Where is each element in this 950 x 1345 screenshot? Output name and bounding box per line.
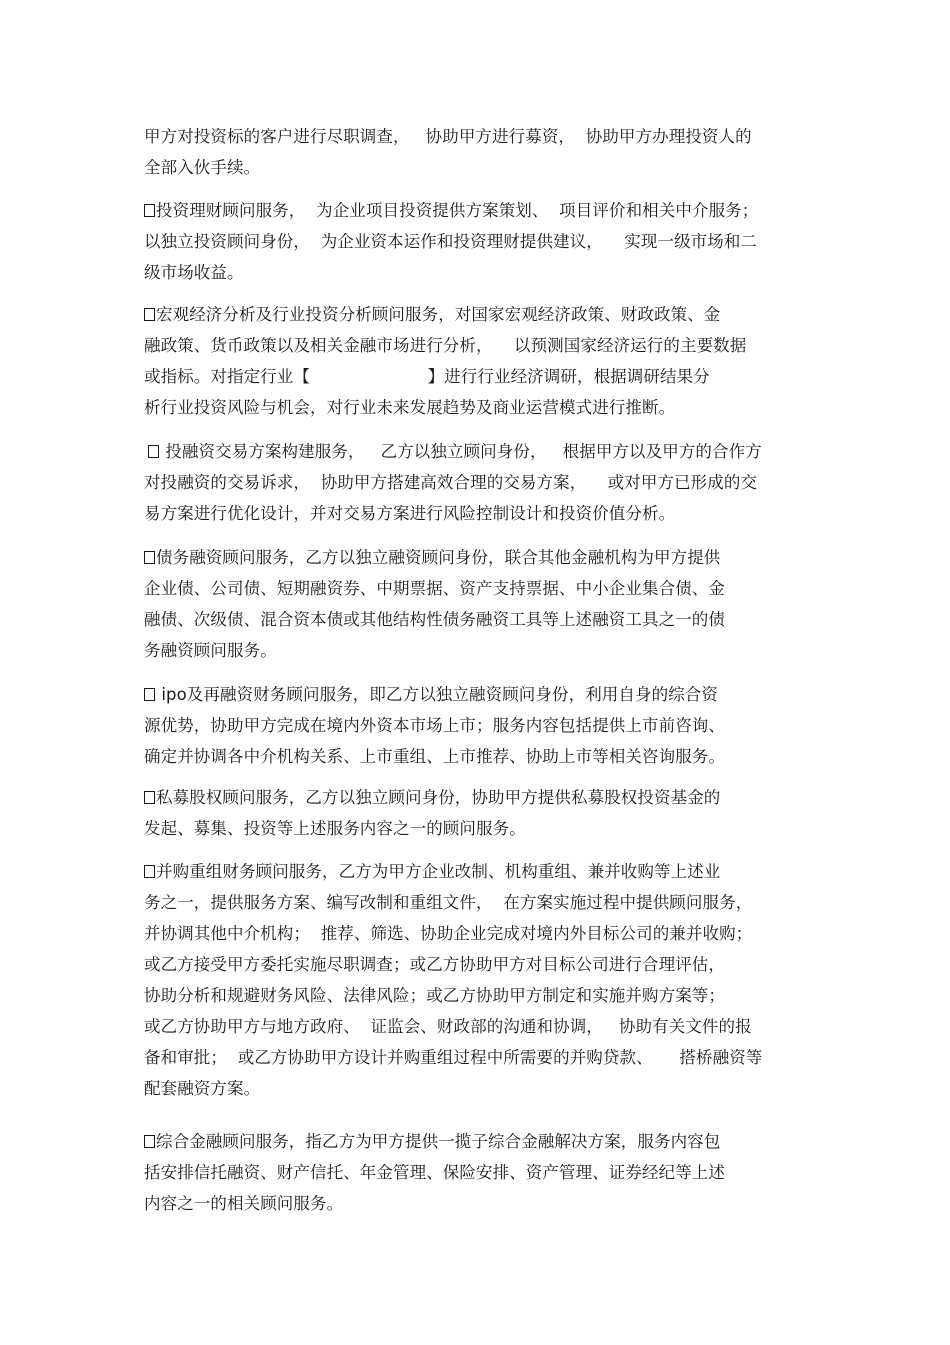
text-line: 务之一，提供服务方案、编写改制和重组文件， 在方案实施过程中提供顾问服务， — [144, 893, 753, 912]
paragraph-comprehensive-finance — [144, 1126, 804, 1219]
checkbox-icon — [144, 688, 155, 701]
checkbox-icon — [144, 551, 155, 564]
text-line: 融债、次级债、混合资本债或其他结构性债务融资工具等上述融资工具之一的债 — [144, 610, 725, 629]
text-line: 括安排信托融资、财产信托、年金管理、保险安排、资产管理、证券经纪等上述 — [144, 1163, 725, 1182]
text-line: 以独立投资顾问身份， 为企业资本运作和投资理财提供建议， 实现一级市场和二 — [144, 232, 758, 251]
text-line: 对投融资的交易诉求， 协助甲方搭建高效合理的交易方案， 或对甲方已形成的交 — [144, 473, 758, 492]
text-line: 融政策、货币政策以及相关金融市场进行分析， 以预测国家经济运行的主要数据 — [144, 336, 747, 355]
text-line: 投资理财顾问服务， 为企业项目投资提供方案策划、 项目评价和相关中介服务； — [156, 201, 759, 220]
paragraph-mergers-acquisitions — [144, 856, 804, 1104]
text-line: 务融资顾问服务。 — [144, 641, 277, 660]
text-line: 发起、募集、投资等上述服务内容之一的顾问服务。 — [144, 819, 526, 838]
text-line: 或乙方接受甲方委托实施尽职调查；或乙方协助甲方对目标公司进行合理评估， — [144, 955, 725, 974]
paragraph-macro-analysis — [144, 299, 804, 423]
paragraph-debt-financing — [144, 542, 804, 666]
text-line: 全部入伙手续。 — [144, 158, 261, 177]
text-line: 易方案进行优化设计，并对交易方案进行风险控制设计和投资价值分析。 — [144, 504, 676, 523]
text-line: 析行业投资风险与机会，对行业未来发展趋势及商业运营模式进行推断。 — [144, 398, 676, 417]
checkbox-icon — [144, 308, 155, 321]
text-line: 内容之一的相关顾问服务。 — [144, 1194, 344, 1213]
text-line: 或指标。对指定行业【 】进行行业经济调研，根据调研结果分 — [144, 367, 710, 386]
text-line: ipo及再融资财务顾问服务，即乙方以独立融资顾问身份，利用自身的综合资 — [156, 685, 718, 704]
text-line: 协助分析和规避财务风险、法律风险；或乙方协助甲方制定和实施并购方案等； — [144, 986, 725, 1005]
text-line: 确定并协调各中介机构关系、上市重组、上市推荐、协助上市等相关咨询服务。 — [144, 747, 725, 766]
text-line: 债务融资顾问服务，乙方以独立融资顾问身份，联合其他金融机构为甲方提供 — [156, 548, 721, 567]
text-line: 级市场收益。 — [144, 263, 244, 282]
text-line: 综合金融顾问服务，指乙方为甲方提供一揽子综合金融解决方案，服务内容包 — [156, 1132, 721, 1151]
text-line: 私募股权顾问服务，乙方以独立顾问身份，协助甲方提供私募股权投资基金的 — [156, 788, 721, 807]
text-line: 企业债、公司债、短期融资券、中期票据、资产支持票据、中小企业集合债、金 — [144, 579, 725, 598]
text-line: 备和审批； 或乙方协助甲方设计并购重组过程中所需要的并购贷款、 搭桥融资等 — [144, 1048, 763, 1067]
checkbox-icon — [148, 445, 159, 458]
text-line: 或乙方协助甲方与地方政府、 证监会、财政部的沟通和协调， 协助有关文件的报 — [144, 1017, 752, 1036]
text-line: 甲方对投资标的客户进行尽职调查， 协助甲方进行募资， 协助甲方办理投资人的 — [144, 127, 752, 146]
paragraph-ipo-advisory — [144, 679, 804, 772]
checkbox-icon — [144, 865, 155, 878]
paragraph-transaction-structuring — [144, 436, 804, 529]
checkbox-icon — [144, 791, 155, 804]
text-line: 宏观经济分析及行业投资分析顾问服务，对国家宏观经济政策、财政政策、金 — [156, 305, 721, 324]
text-line: 配套融资方案。 — [144, 1079, 261, 1098]
paragraph-intro — [144, 121, 804, 183]
text-line: 并购重组财务顾问服务，乙方为甲方企业改制、机构重组、兼并收购等上述业 — [156, 862, 721, 881]
text-line: 投融资交易方案构建服务， 乙方以独立顾问身份， 根据甲方以及甲方的合作方 — [160, 442, 762, 461]
paragraph-investment-advisory — [144, 195, 804, 288]
text-line: 并协调其他中介机构； 推荐、筛选、协助企业完成对境内外目标公司的兼并收购； — [144, 924, 753, 943]
paragraph-private-equity — [144, 782, 804, 844]
checkbox-icon — [144, 204, 155, 217]
text-line: 源优势，协助甲方完成在境内外资本市场上市；服务内容包括提供上市前咨询、 — [144, 716, 725, 735]
checkbox-icon — [144, 1135, 155, 1148]
